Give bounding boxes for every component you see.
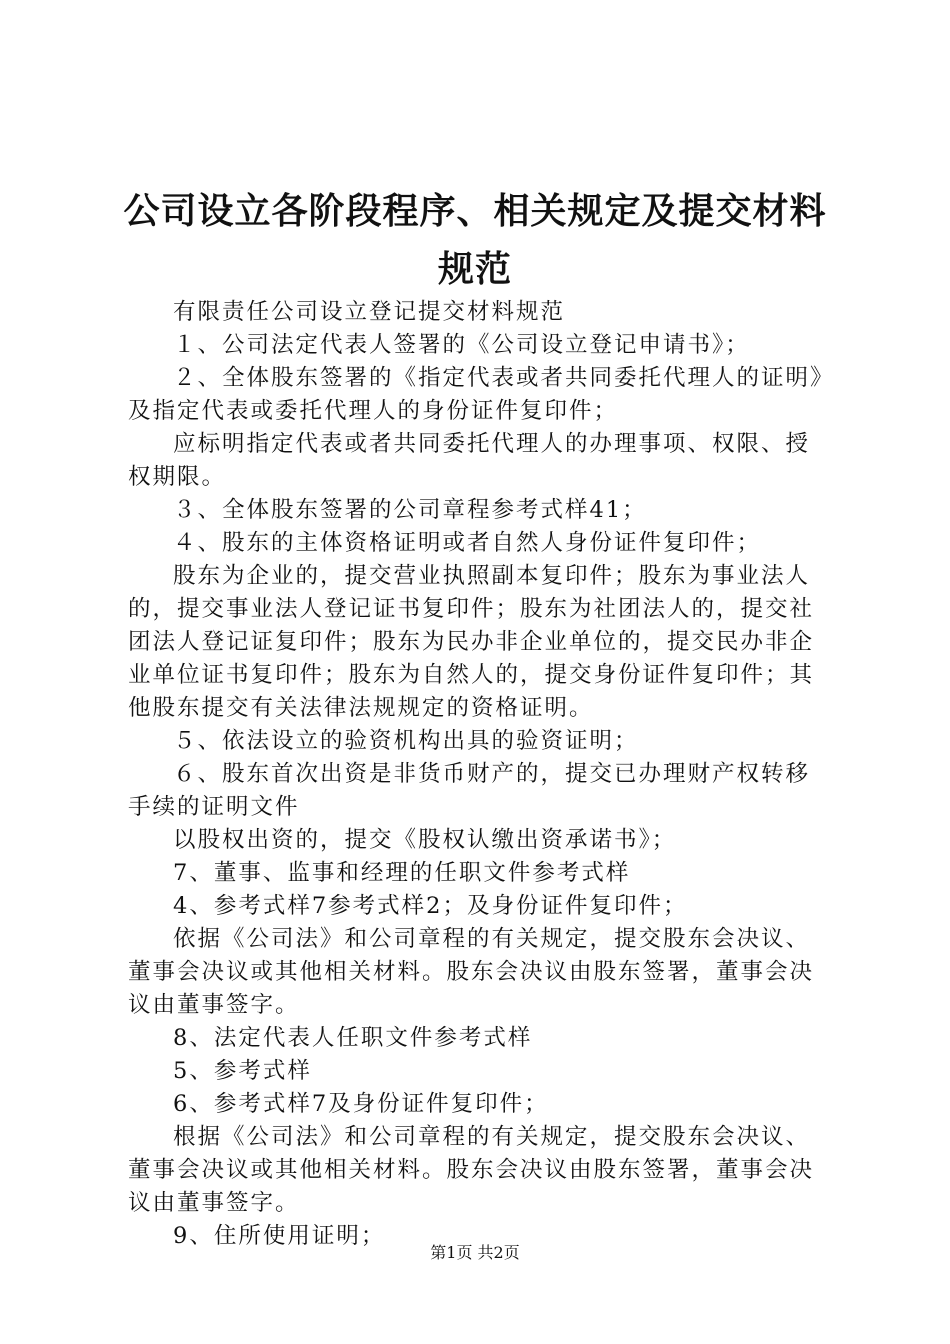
paragraph: ３、全体股东签署的公司章程参考式样41； (173, 497, 647, 523)
paragraph: 以股权出资的，提交《股权认缴出资承诺书》； (173, 827, 677, 853)
paragraph: 5、参考式样 (173, 1058, 312, 1084)
paragraph: ２、全体股东签署的《指定代表或者共同委托代理人的证明》及指定代表或委托代理人的身份证件复印件； (128, 365, 824, 424)
paragraph: 6、参考式样7及身份证件复印件； (173, 1091, 549, 1117)
document-title: 公司设立各阶段程序、相关规定及提交材料规范 (123, 191, 827, 290)
paragraph: ６、股东首次出资是非货币财产的，提交已办理财产权转移手续的证明文件 (128, 761, 811, 820)
paragraph: 4、参考式样7参考式样2；及身份证件复印件； (173, 893, 688, 919)
paragraph: 股东为企业的，提交营业执照副本复印件；股东为事业法人的，提交事业法人登记证书复印件；股东为社团法人的，提交社团法人登记证复印件；股东为民办非企业单位的，提交民办非企业单位证书复印件；股东为自然人的，提交身份证件复印件；其他股东提交有关法律法规规定的资格证明。 (128, 563, 815, 721)
paragraph: 根据《公司法》和公司章程的有关规定，提交股东会决议、董事会决议或其他相关材料。股东会决议由股东签署，董事会决议由董事签字。 (128, 1124, 815, 1216)
paragraph: ５、依法设立的验资机构出具的验资证明； (173, 728, 639, 754)
paragraph: 7、董事、监事和经理的任职文件参考式样 (173, 860, 631, 886)
paragraph: 依据《公司法》和公司章程的有关规定，提交股东会决议、董事会决议或其他相关材料。股东会决议由股东签署，董事会决议由董事签字。 (128, 926, 815, 1018)
page-footer: 第1页 共2页 (430, 1243, 520, 1262)
paragraph: 8、法定代表人任职文件参考式样 (173, 1025, 533, 1051)
paragraph: 有限责任公司设立登记提交材料规范 (173, 299, 566, 325)
paragraph: 9、住所使用证明； (173, 1223, 386, 1249)
paragraph: ４、股东的主体资格证明或者自然人身份证件复印件； (173, 530, 762, 556)
paragraph: 应标明指定代表或者共同委托代理人的办理事项、权限、授权期限。 (128, 431, 811, 490)
document-body (128, 296, 833, 1253)
paragraph: １、公司法定代表人签署的《公司设立登记申请书》； (173, 332, 750, 358)
